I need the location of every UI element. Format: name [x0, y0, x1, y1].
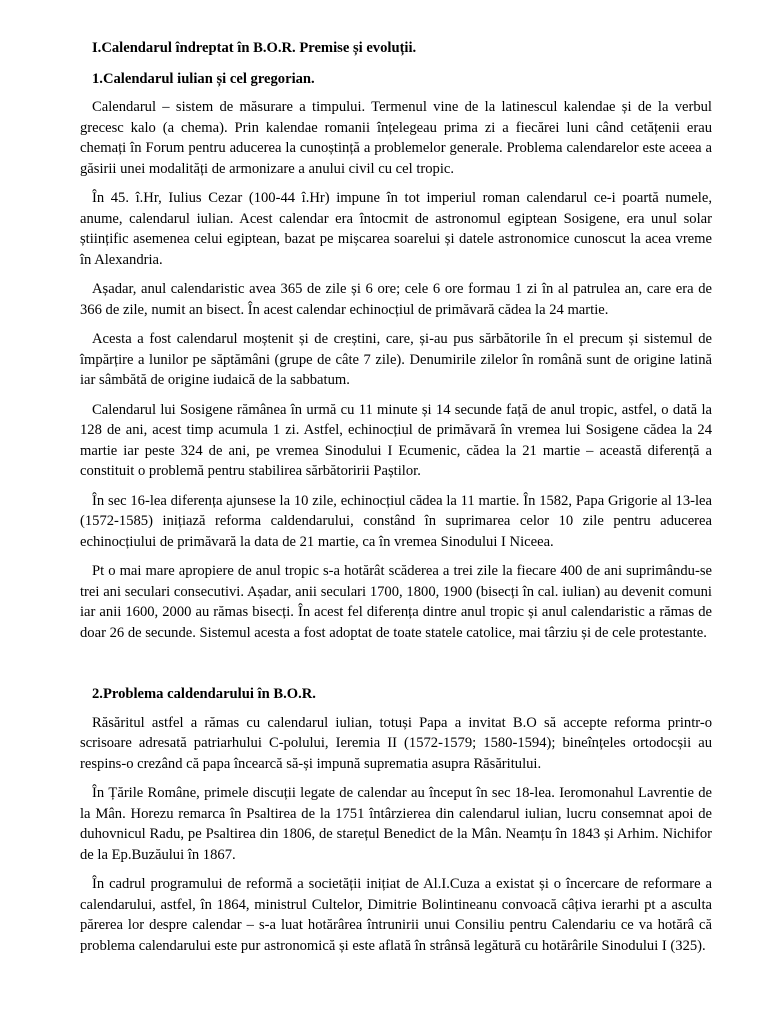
section-2-title: 2.Problema caldendarului în B.O.R. [92, 686, 316, 702]
paragraph: În 45. î.Hr, Iulius Cezar (100-44 î.Hr) impune în tot imperiul roman calendarul ce-i poartă numele, anume, calendarul iulian. Acest calendar era întocmit de astronomul egiptean Sosigene, era unul solar științific asemenea celui egiptean, bazat pe mișcarea soarelui și datele astronomice cunoscut la acea vreme în Alexandria. [80, 190, 712, 268]
section-spacer [80, 652, 712, 684]
paragraph: În cadrul programului de reformă a societății inițiat de Al.I.Cuza a existat și o încercare de reformare a calendarului, astfel, în 1864, ministrul Cultelor, Dimitrie Bolintineanu convoacă câțiva ierarhi pt a asculta părerea lor despre calendar – s-a luat hotărârea întrunirii unui Consiliu pentru Calendariu ce va hotărâ că problema calendarului este pur astronomică și este aflată în strânsă legătură cu hotărârile Sinodului I (325). [80, 876, 712, 954]
paragraph: Calendarul lui Sosigene rămânea în urmă cu 11 minute și 14 secunde față de anul tropic, astfel, o dată la 128 de ani, acest timp acumula 1 zi. Astfel, echinocțiul de primăvară în vremea lui Sosigene cădea la 24 martie iar peste 324 de ani, pe vremea Sinodului I Ecumenic, cădea la 21 martie – această diferență a constituit o problemă pentru stabilirea sărbătoririi Paștilor. [80, 401, 712, 479]
section-1-title: 1.Calendarul iulian și cel gregorian. [92, 70, 315, 87]
paragraph: În sec 16-lea diferența ajunsese la 10 zile, echinocțiul cădea la 11 martie. În 1582, Papa Grigorie al 13-lea (1572-1585) inițiază reforma caldendarului, constând în suprimarea celor 10 zile pentru aducerea echinocțiului de primăvară la data de 21 martie, ca în vremea Sinodului I Niceea. [80, 492, 712, 550]
chapter-title: I.Calendarul îndreptat în B.O.R. Premise și evoluții. [92, 40, 417, 56]
paragraph: Calendarul – sistem de măsurare a timpului. Termenul vine de la latinescul kalendae și de la verbul grecesc kalo (a chema). Prin kalendae romanii înțelegeau prima zi a fiecărei luni când cetățenii erau chemați în Forum pentru aducerea la cunoștință a problemelor generale. Problema calendarelor este aceea a găsirii unei modalități de armonizare a anului civil cu cel tropic. [80, 99, 712, 177]
document-page [80, 38, 712, 965]
paragraph: Așadar, anul calendaristic avea 365 de zile și 6 ore; cele 6 ore formau 1 zi în al patrulea an, care era de 366 de zile, numit an bisect. În acest calendar echinocțiul de primăvară cădea la 24 martie. [80, 281, 712, 318]
paragraph: Răsăritul astfel a rămas cu calendarul iulian, totuși Papa a invitat B.O să accepte reforma printr-o scrisoare adresată patriarhului C-polului, Ieremia II (1572-1579; 1580-1594); bineînțeles ortodocșii au respins-o crezând că papa încearcă să-și impună suprematia asupra Răsăritului. [80, 714, 712, 772]
paragraph: Pt o mai mare apropiere de anul tropic s-a hotărât scăderea a trei zile la fiecare 400 de ani suprimându-se trei ani seculari consecutivi. Așadar, anii seculari 1700, 1800, 1900 (bisecți în cal. iulian) au devenit comuni iar anii 1600, 2000 au rămas bisecți. În acest fel diferența dintre anul tropic și anul calendaristic a rămas de doar 26 de secunde. Sistemul acesta a fost adoptat de toate statele catolice, mai târziu și de cele protestante. [80, 563, 712, 641]
paragraph: În Țările Române, primele discuții legate de calendar au început în sec 18-lea. Ieromonahul Lavrentie de la Mân. Horezu remarca în Psaltirea de la 1751 întârzierea din calendarul iulian, lucru consemnat apoi de duhovnicul Radu, pe Psaltirea din 1806, de starețul Benedict de la Mân. Neamțu în 1843 și Arhim. Nichifor de la Ep.Buzăului în 1867. [80, 785, 712, 863]
paragraph: Acesta a fost calendarul moștenit și de creștini, care, și-au pus sărbătorile în el precum și sistemul de împărțire a lunilor pe săptămâni (grupe de câte 7 zile). Denumirile zilelor în română sunt de origine latină iar sâmbătă de origine iudaică de la sabbatum. [80, 331, 712, 388]
